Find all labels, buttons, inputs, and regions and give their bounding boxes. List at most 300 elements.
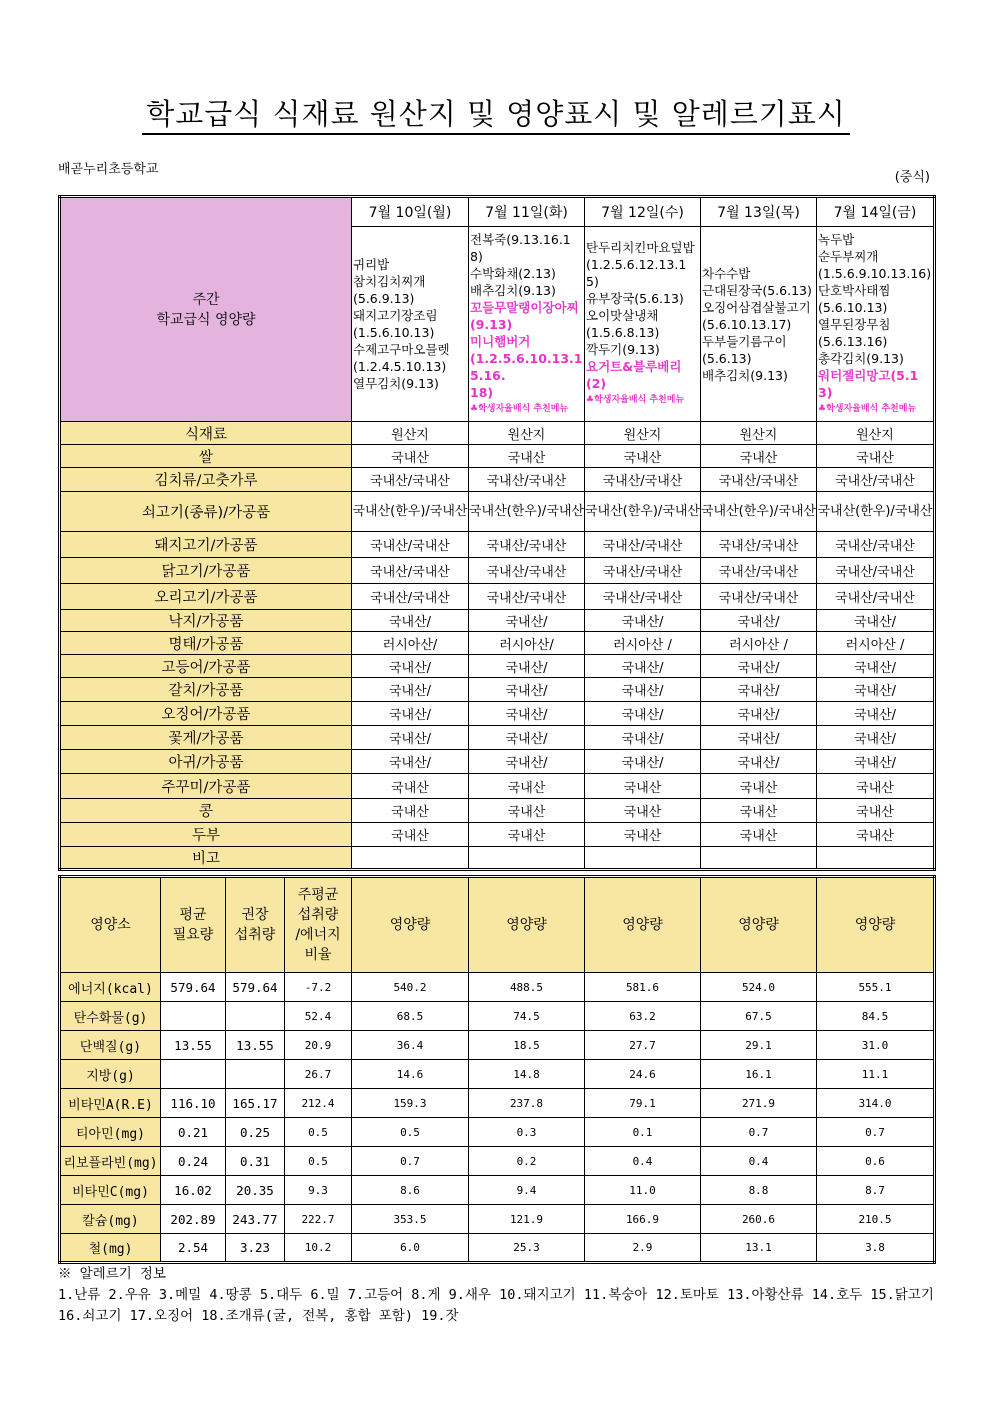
menu-item: ♣학생자율배식 추천메뉴 xyxy=(470,403,569,414)
origin-value: 국내산/ xyxy=(817,678,935,702)
origin-value: 국내산 xyxy=(817,774,935,799)
menu-item: 돼지고기장조림 xyxy=(353,308,438,323)
amount-value: 84.5 xyxy=(817,1002,935,1031)
rec-intake-value: 3.23 xyxy=(226,1234,285,1263)
menu-item: 열무된장무침 xyxy=(818,316,891,332)
origin-value: 국내산/국내산 xyxy=(585,584,701,610)
origin-value: 국내산 xyxy=(469,823,585,847)
origin-row xyxy=(60,702,935,726)
avg-need-value: 0.24 xyxy=(161,1147,226,1176)
amount-value: 63.2 xyxy=(585,1002,701,1031)
menu-item: 수박화채(2.13) xyxy=(470,265,556,281)
nutrition-row xyxy=(60,1031,935,1060)
amount-value: 314.0 xyxy=(817,1089,935,1118)
amount-value: 18.5 xyxy=(469,1031,585,1060)
amount-value: 121.9 xyxy=(469,1205,585,1234)
origin-value: 원산지 xyxy=(469,422,585,445)
avg-need-header-line: 필요량 xyxy=(172,927,214,943)
amount-value: 3.8 xyxy=(817,1234,935,1263)
menu-item: 녹두밥 xyxy=(818,231,855,247)
origin-value: 국내산/ xyxy=(352,678,469,702)
avg-need-value xyxy=(161,1002,226,1031)
amount-header: 영양량 xyxy=(585,877,701,973)
amount-value: 0.7 xyxy=(817,1118,935,1147)
origin-value xyxy=(701,847,817,870)
origin-value: 국내산/ xyxy=(817,750,935,774)
origin-value xyxy=(585,847,701,870)
amount-value: 271.9 xyxy=(701,1089,817,1118)
rec-intake-value xyxy=(226,1002,285,1031)
nutrition-row xyxy=(60,1176,935,1205)
origin-value: 국내산/국내산 xyxy=(352,532,469,558)
origin-value: 국내산 xyxy=(585,774,701,799)
menu-item: 탄두리치킨마요덮밥 xyxy=(586,240,695,255)
nutrient-label: 지방(g) xyxy=(60,1060,161,1089)
nutrition-header-row xyxy=(60,877,935,973)
origin-value xyxy=(817,847,935,870)
origin-row xyxy=(60,799,935,823)
amount-value: 8.6 xyxy=(352,1176,469,1205)
ratio-value: 20.9 xyxy=(285,1031,352,1060)
amount-value: 14.6 xyxy=(352,1060,469,1089)
amount-value: 13.1 xyxy=(701,1234,817,1263)
nutrition-row xyxy=(60,1205,935,1234)
amount-value: 260.6 xyxy=(701,1205,817,1234)
avg-need-value: 0.21 xyxy=(161,1118,226,1147)
amount-value: 0.5 xyxy=(352,1118,469,1147)
origin-value: 국내산/ xyxy=(701,655,817,678)
origin-label: 주꾸미/가공품 xyxy=(60,774,352,799)
menu-item: 총각김치(9.13) xyxy=(818,350,904,366)
origin-value: 국내산 xyxy=(817,823,935,847)
menu-item: (5.6.10.13.17) xyxy=(702,316,792,332)
origin-label: 쌀 xyxy=(60,445,352,468)
origin-value: 러시아산/ xyxy=(352,632,469,655)
amount-value: 9.4 xyxy=(469,1176,585,1205)
menu-item: (5.6.10.13) xyxy=(818,299,888,315)
origin-value: 국내산/국내산 xyxy=(817,468,935,492)
amount-value: 31.0 xyxy=(817,1031,935,1060)
origin-value: 국내산/ xyxy=(701,750,817,774)
ratio-header-line: 비율 xyxy=(304,947,332,963)
amount-value: 0.7 xyxy=(701,1118,817,1147)
avg-need-value: 2.54 xyxy=(161,1234,226,1263)
origin-value: 국내산/ xyxy=(585,610,701,632)
origin-value: 국내산(한우)/국내산 xyxy=(352,492,469,532)
origin-value: 국내산/ xyxy=(352,610,469,632)
origin-value: 국내산/ xyxy=(701,726,817,750)
origin-value: 국내산/ xyxy=(817,726,935,750)
nutrition-row xyxy=(60,1147,935,1176)
origin-label: 돼지고기/가공품 xyxy=(60,532,352,558)
amount-value: 24.6 xyxy=(585,1060,701,1089)
origin-row xyxy=(60,678,935,702)
origin-value: 국내산/국내산 xyxy=(817,558,935,584)
ratio-value: 9.3 xyxy=(285,1176,352,1205)
avg-need-value: 579.64 xyxy=(161,973,226,1002)
origin-label: 오리고기/가공품 xyxy=(60,584,352,610)
menu-item: 수제고구마오믈렛 xyxy=(353,342,450,357)
amount-value: 166.9 xyxy=(585,1205,701,1234)
origin-value: 국내산/ xyxy=(701,702,817,726)
origin-value: 국내산/국내산 xyxy=(585,558,701,584)
rec-intake-value xyxy=(226,1060,285,1089)
origin-value: 국내산 xyxy=(817,799,935,823)
menu-item: 전복죽(9.13.16.18) xyxy=(470,231,571,264)
corner-cell xyxy=(60,197,352,422)
nutrient-label: 티아민(mg) xyxy=(60,1118,161,1147)
menu-item: 근대된장국(5.6.13) xyxy=(702,282,812,298)
amount-value: 237.8 xyxy=(469,1089,585,1118)
origin-label: 비고 xyxy=(60,847,352,870)
origin-value: 원산지 xyxy=(352,422,469,445)
allergy-line: 1.난류 2.우유 3.메밀 4.땅콩 5.대두 6.밀 7.고등어 8.게 9.새우 10.돼지고기 11.복숭아 12.토마토 13.아황산류 14.호두 15.닭고기 xyxy=(58,1287,934,1303)
ratio-header-line: 섭취량 xyxy=(297,907,339,923)
menu-item: 워터젤리망고(5.13) xyxy=(818,367,919,400)
day-header: 7월 13일(목) xyxy=(701,197,817,227)
menu-item: 단호박사태찜 xyxy=(818,282,891,298)
origin-value: 국내산/국내산 xyxy=(469,558,585,584)
ratio-header xyxy=(285,877,352,973)
nutrient-label: 에너지(kcal) xyxy=(60,973,161,1002)
amount-value: 68.5 xyxy=(352,1002,469,1031)
origin-row xyxy=(60,823,935,847)
amount-header: 영양량 xyxy=(701,877,817,973)
amount-value: 16.1 xyxy=(701,1060,817,1089)
avg-need-value xyxy=(161,1060,226,1089)
menu-cell xyxy=(585,227,701,422)
origin-row xyxy=(60,610,935,632)
amount-value: 8.8 xyxy=(701,1176,817,1205)
avg-need-value: 13.55 xyxy=(161,1031,226,1060)
origin-value: 원산지 xyxy=(701,422,817,445)
nutrient-label: 리보플라빈(mg) xyxy=(60,1147,161,1176)
origin-value: 국내산 xyxy=(585,799,701,823)
origin-value: 국내산/국내산 xyxy=(469,532,585,558)
origin-value: 국내산/ xyxy=(352,655,469,678)
origin-value: 국내산 xyxy=(701,445,817,468)
menu-item: 오징어삼겹살불고기 xyxy=(702,299,811,315)
menu-item: 오이맛살냉채 xyxy=(586,308,659,323)
origin-row xyxy=(60,655,935,678)
nutrient-label: 탄수화물(g) xyxy=(60,1002,161,1031)
origin-value: 국내산 xyxy=(701,823,817,847)
corner-line-2: 학교급식 영양량 xyxy=(156,311,256,328)
ratio-value: 212.4 xyxy=(285,1089,352,1118)
origin-label: 콩 xyxy=(60,799,352,823)
origin-table xyxy=(58,195,936,871)
nutrition-table xyxy=(58,875,936,1264)
origin-value: 국내산/ xyxy=(585,750,701,774)
origin-value: 국내산 xyxy=(352,823,469,847)
origin-value: 국내산/국내산 xyxy=(817,584,935,610)
amount-value: 353.5 xyxy=(352,1205,469,1234)
origin-value: 국내산 xyxy=(469,799,585,823)
origin-value: 국내산(한우)/국내산 xyxy=(585,492,701,532)
rec-intake-value: 13.55 xyxy=(226,1031,285,1060)
ratio-value: 222.7 xyxy=(285,1205,352,1234)
origin-value: 국내산/ xyxy=(585,726,701,750)
rec-intake-value: 165.17 xyxy=(226,1089,285,1118)
menu-item: 깍두기(9.13) xyxy=(586,342,660,357)
corner-line-1: 주간 xyxy=(192,291,220,308)
avg-need-value: 202.89 xyxy=(161,1205,226,1234)
menu-item: 두부들기름구이 xyxy=(702,333,787,349)
menu-item: 열무김치(9.13) xyxy=(353,376,439,391)
origin-value: 국내산/ xyxy=(469,702,585,726)
menu-cell xyxy=(817,227,935,422)
origin-value: 국내산/국내산 xyxy=(585,532,701,558)
nutrition-row xyxy=(60,973,935,1002)
amount-value: 159.3 xyxy=(352,1089,469,1118)
menu-item: ♣학생자율배식 추천메뉴 xyxy=(818,403,917,414)
menu-item: (5.6.9.13) xyxy=(353,291,415,306)
origin-value xyxy=(469,847,585,870)
menu-item: (5.6.13) xyxy=(702,350,752,366)
menu-item: (1.2.4.5.10.13) xyxy=(353,359,447,374)
origin-label: 쇠고기(종류)/가공품 xyxy=(60,492,352,532)
origin-row xyxy=(60,445,935,468)
amount-value: 488.5 xyxy=(469,973,585,1002)
origin-row xyxy=(60,558,935,584)
menu-item: (1.2.5.6.10.13.15.16. xyxy=(470,350,583,383)
amount-value: 25.3 xyxy=(469,1234,585,1263)
origin-label: 두부 xyxy=(60,823,352,847)
origin-row xyxy=(60,774,935,799)
origin-label: 아귀/가공품 xyxy=(60,750,352,774)
origin-label: 명태/가공품 xyxy=(60,632,352,655)
nutrition-row xyxy=(60,1089,935,1118)
menu-item: 차수수밥 xyxy=(702,265,751,281)
day-header: 7월 12일(수) xyxy=(585,197,701,227)
nutrition-row xyxy=(60,1234,935,1263)
amount-value: 0.4 xyxy=(585,1147,701,1176)
origin-value: 국내산 xyxy=(585,445,701,468)
day-header-row xyxy=(60,197,935,227)
origin-label: 식재료 xyxy=(60,422,352,445)
amount-value: 29.1 xyxy=(701,1031,817,1060)
menu-item: (9.13) xyxy=(470,316,513,332)
menu-item: 참치김치찌개 xyxy=(353,274,426,289)
menu-item: 순두부찌개 xyxy=(818,248,879,264)
page-title xyxy=(0,92,992,133)
menu-item: ♣학생자율배식 추천메뉴 xyxy=(586,395,685,405)
amount-value: 0.2 xyxy=(469,1147,585,1176)
amount-value: 11.0 xyxy=(585,1176,701,1205)
rec-intake-value: 579.64 xyxy=(226,973,285,1002)
menu-item: (1.5.6.10.13) xyxy=(353,325,435,340)
page-title-text: 학교급식 식재료 원산지 및 영양표시 및 알레르기표시 xyxy=(142,97,850,135)
amount-value: 79.1 xyxy=(585,1089,701,1118)
menu-item: 미니햄버거 xyxy=(470,333,531,349)
ratio-value: -7.2 xyxy=(285,973,352,1002)
day-header: 7월 14일(금) xyxy=(817,197,935,227)
origin-row xyxy=(60,422,935,445)
nutrient-label: 칼슘(mg) xyxy=(60,1205,161,1234)
menu-item: 꼬들무말랭이장아찌 xyxy=(470,299,579,315)
origin-value: 러시아산 / xyxy=(701,632,817,655)
amount-value: 14.8 xyxy=(469,1060,585,1089)
nutrition-row xyxy=(60,1060,935,1089)
origin-value: 국내산(한우)/국내산 xyxy=(469,492,585,532)
origin-value: 국내산 xyxy=(352,774,469,799)
menu-item: (1.5.6.9.10.13.16) xyxy=(818,265,932,281)
amount-value: 2.9 xyxy=(585,1234,701,1263)
origin-value: 국내산/국내산 xyxy=(701,532,817,558)
origin-value: 국내산/국내산 xyxy=(469,584,585,610)
origin-value: 국내산/ xyxy=(701,678,817,702)
origin-value: 국내산/ xyxy=(469,610,585,632)
origin-row xyxy=(60,750,935,774)
menu-item: 배추김치(9.13) xyxy=(702,367,788,383)
rec-intake-value: 243.77 xyxy=(226,1205,285,1234)
origin-value: 국내산/ xyxy=(817,702,935,726)
menu-item: (5.6.13.16) xyxy=(818,333,888,349)
origin-value: 러시아산/ xyxy=(469,632,585,655)
origin-value: 국내산/ xyxy=(352,750,469,774)
amount-value: 210.5 xyxy=(817,1205,935,1234)
amount-value: 540.2 xyxy=(352,973,469,1002)
menu-item: 유부장국(5.6.13) xyxy=(586,291,684,306)
allergy-info xyxy=(58,1264,934,1327)
day-header: 7월 10일(월) xyxy=(352,197,469,227)
origin-row xyxy=(60,492,935,532)
origin-value: 국내산/ xyxy=(585,702,701,726)
day-header: 7월 11일(화) xyxy=(469,197,585,227)
nutrition-row xyxy=(60,1002,935,1031)
origin-label: 오징어/가공품 xyxy=(60,702,352,726)
menu-cell xyxy=(352,227,469,422)
menu-item: 귀리밥 xyxy=(353,257,390,272)
rec-intake-header-line: 권장 xyxy=(241,907,269,923)
origin-label: 김치류/고춧가루 xyxy=(60,468,352,492)
nutrient-label: 비타민C(mg) xyxy=(60,1176,161,1205)
origin-row xyxy=(60,468,935,492)
origin-value: 국내산 xyxy=(352,445,469,468)
amount-value: 11.1 xyxy=(817,1060,935,1089)
origin-value: 국내산(한우)/국내산 xyxy=(701,492,817,532)
nutrient-label: 비타민A(R.E) xyxy=(60,1089,161,1118)
origin-value: 국내산/국내산 xyxy=(817,532,935,558)
ratio-value: 26.7 xyxy=(285,1060,352,1089)
rec-intake-header-line: 섭취량 xyxy=(234,927,276,943)
origin-value: 러시아산 / xyxy=(817,632,935,655)
origin-row xyxy=(60,584,935,610)
origin-value: 국내산/ xyxy=(352,702,469,726)
origin-row xyxy=(60,726,935,750)
ratio-value: 10.2 xyxy=(285,1234,352,1263)
amount-value: 0.6 xyxy=(817,1147,935,1176)
avg-need-value: 116.10 xyxy=(161,1089,226,1118)
origin-value: 국내산/국내산 xyxy=(469,468,585,492)
origin-value: 원산지 xyxy=(585,422,701,445)
origin-label: 고등어/가공품 xyxy=(60,655,352,678)
origin-value: 국내산(한우)/국내산 xyxy=(817,492,935,532)
amount-value: 27.7 xyxy=(585,1031,701,1060)
amount-header: 영양량 xyxy=(817,877,935,973)
amount-value: 74.5 xyxy=(469,1002,585,1031)
origin-value: 국내산 xyxy=(585,823,701,847)
origin-value: 국내산/국내산 xyxy=(585,468,701,492)
origin-value: 국내산/ xyxy=(469,750,585,774)
allergy-line: 16.쇠고기 17.오징어 18.조개류(굴, 전복, 홍합 포함) 19.잣 xyxy=(58,1308,459,1324)
origin-value: 국내산 xyxy=(701,799,817,823)
rec-intake-value: 20.35 xyxy=(226,1176,285,1205)
amount-value: 0.1 xyxy=(585,1118,701,1147)
nutrient-label: 단백질(g) xyxy=(60,1031,161,1060)
nutrient-header: 영양소 xyxy=(60,877,161,973)
ratio-header-line: 주평균 xyxy=(297,887,339,903)
origin-value: 국내산/ xyxy=(585,678,701,702)
amount-value: 0.4 xyxy=(701,1147,817,1176)
origin-row xyxy=(60,632,935,655)
origin-value: 국내산 xyxy=(701,774,817,799)
origin-value: 국내산/ xyxy=(817,655,935,678)
origin-value: 국내산/ xyxy=(469,655,585,678)
origin-value: 러시아산 / xyxy=(585,632,701,655)
origin-label: 꽃게/가공품 xyxy=(60,726,352,750)
amount-header: 영양량 xyxy=(352,877,469,973)
menu-item: (1.5.6.8.13) xyxy=(586,325,660,340)
avg-need-header xyxy=(161,877,226,973)
origin-row xyxy=(60,847,935,870)
school-name: 배곧누리초등학교 xyxy=(58,162,159,177)
rec-intake-value: 0.25 xyxy=(226,1118,285,1147)
origin-value: 국내산/ xyxy=(469,678,585,702)
amount-value: 555.1 xyxy=(817,973,935,1002)
menu-item: 배추김치(9.13) xyxy=(470,282,556,298)
avg-need-value: 16.02 xyxy=(161,1176,226,1205)
origin-value: 국내산/ xyxy=(469,726,585,750)
amount-value: 36.4 xyxy=(352,1031,469,1060)
amount-value: 0.7 xyxy=(352,1147,469,1176)
amount-value: 8.7 xyxy=(817,1176,935,1205)
amount-value: 524.0 xyxy=(701,973,817,1002)
origin-value: 국내산 xyxy=(352,799,469,823)
rec-intake-value: 0.31 xyxy=(226,1147,285,1176)
origin-label: 낙지/가공품 xyxy=(60,610,352,632)
ratio-header-line: /에너지 xyxy=(295,927,341,943)
origin-value: 국내산/ xyxy=(585,655,701,678)
menu-item: 요거트&블루베리(2) xyxy=(586,359,682,391)
amount-value: 67.5 xyxy=(701,1002,817,1031)
origin-value: 국내산/국내산 xyxy=(352,468,469,492)
origin-value: 국내산 xyxy=(469,445,585,468)
nutrient-label: 철(mg) xyxy=(60,1234,161,1263)
meal-type: (중식) xyxy=(894,170,930,185)
origin-value: 국내산/ xyxy=(817,610,935,632)
origin-value: 국내산/국내산 xyxy=(701,558,817,584)
menu-item: (1.2.5.6.12.13.15) xyxy=(586,257,687,289)
ratio-value: 52.4 xyxy=(285,1002,352,1031)
origin-value: 국내산/ xyxy=(352,726,469,750)
ratio-value: 0.5 xyxy=(285,1147,352,1176)
menu-cell xyxy=(701,227,817,422)
origin-value xyxy=(352,847,469,870)
avg-need-header-line: 평균 xyxy=(179,907,207,923)
origin-value: 국내산 xyxy=(817,445,935,468)
amount-value: 0.3 xyxy=(469,1118,585,1147)
amount-value: 581.6 xyxy=(585,973,701,1002)
origin-label: 닭고기/가공품 xyxy=(60,558,352,584)
allergy-title: ※ 알레르기 정보 xyxy=(58,1266,167,1282)
menu-item: 18) xyxy=(470,384,494,400)
origin-label: 갈치/가공품 xyxy=(60,678,352,702)
origin-value: 국내산 xyxy=(469,774,585,799)
origin-row xyxy=(60,532,935,558)
origin-value: 원산지 xyxy=(817,422,935,445)
origin-value: 국내산/국내산 xyxy=(352,584,469,610)
